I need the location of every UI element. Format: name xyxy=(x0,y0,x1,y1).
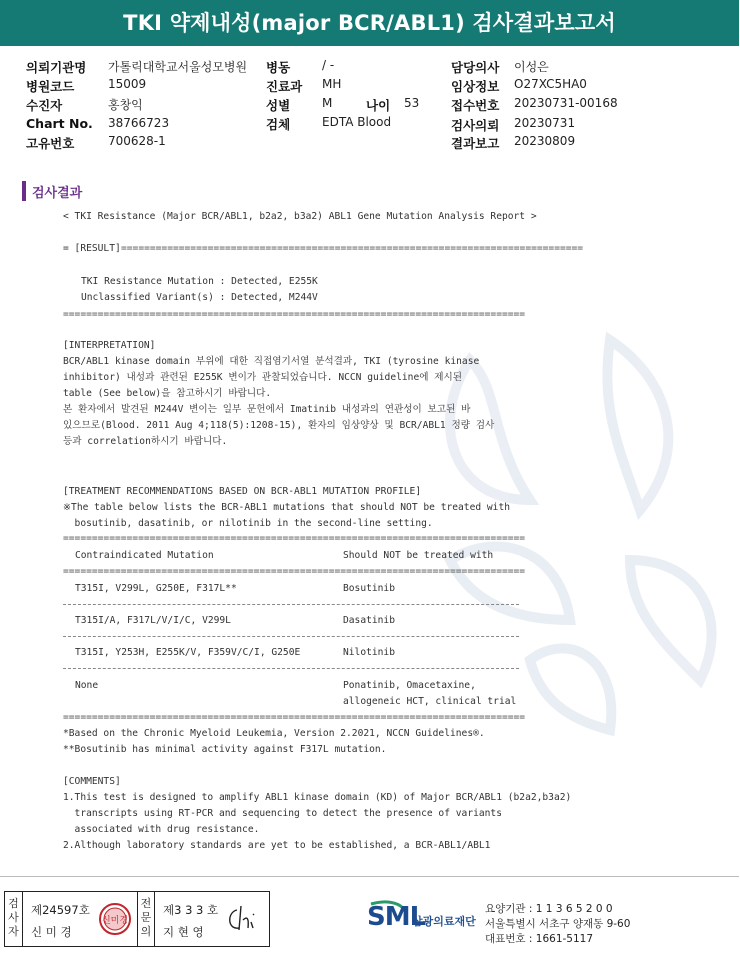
footnote: *Based on the Chronic Myeloid Leukemia, Version 2.2021, NCCN Guidelines®. xyxy=(63,728,485,739)
org-phone: 대표번호 : 1661-5117 xyxy=(485,933,594,945)
specialist-no: 제3 3 3 호 xyxy=(163,903,219,917)
receipt-no-label: 접수번호 xyxy=(451,98,500,113)
footer-divider xyxy=(0,876,739,877)
comments-label: [COMMENTS] xyxy=(63,776,121,787)
seal-stamp xyxy=(98,902,132,936)
rule-dashed xyxy=(63,604,519,605)
rule-double: ================================================================================ xyxy=(63,712,526,723)
signature-mark xyxy=(223,902,263,936)
ward-value: / - xyxy=(322,58,335,72)
rule-double: ================================================================================ xyxy=(63,533,526,544)
table-header-drug: Should NOT be treated with xyxy=(343,550,494,561)
interpretation-label: [INTERPRETATION] xyxy=(63,340,156,351)
institution-label: 의뢰기관명 xyxy=(26,60,87,75)
rule-double: ================================================================================ xyxy=(121,243,584,254)
table-row-drug: Dasatinib xyxy=(343,615,395,626)
interpretation-line: 본 환자에서 발견된 M244V 변이는 일부 문헌에서 Imatinib 내성과의 연관성이 보고된 바 xyxy=(63,404,471,415)
interpretation-line: 등과 correlation하시기 바랍니다. xyxy=(63,436,228,447)
rule-dashed xyxy=(63,636,519,637)
result-label: = [RESULT] xyxy=(63,243,127,254)
clinical-info-label: 임상정보 xyxy=(451,79,500,94)
ward-label: 병동 xyxy=(266,60,291,75)
specialist-label xyxy=(137,892,155,946)
seal-text: 신미경 xyxy=(101,916,129,926)
tester-label xyxy=(5,892,23,946)
specimen-value: EDTA Blood xyxy=(322,115,392,129)
section-title: 검사결과 xyxy=(32,186,83,201)
org-code: 요양기관 : 1 1 3 6 5 2 0 0 xyxy=(485,903,613,915)
footnote: **Bosutinib has minimal activity against F317L mutation. xyxy=(63,744,387,755)
table-row-drug: Nilotinib xyxy=(343,647,395,658)
request-date-label: 검사의뢰 xyxy=(451,118,500,133)
hospital-code-value: 15009 xyxy=(108,77,147,91)
table-row-mutation: T315I/A, F317L/V/I/C, V299L xyxy=(75,615,231,626)
table-row-drug: Bosutinib xyxy=(343,583,395,594)
table-row-mutation: T315I, Y253H, E255K/V, F359V/C/I, G250E xyxy=(75,647,301,658)
patient-info xyxy=(0,52,739,152)
tester-no: 제24597호 xyxy=(31,903,90,917)
rule-dashed xyxy=(63,668,519,669)
interpretation-line: BCR/ABL1 kinase domain 부위에 대한 직접염기서열 분석결과, TKI (tyrosine kinase xyxy=(63,356,480,367)
department-label: 진료과 xyxy=(266,79,303,94)
treatment-note: bosutinib, dasatinib, or nilotinib in the second-line setting. xyxy=(63,518,433,529)
institution-value: 가톨릭대학교서울성모병원 xyxy=(108,60,248,74)
department-value: MH xyxy=(322,77,342,91)
result-line-2: Unclassified Variant(s) : Detected, M244V xyxy=(81,292,318,303)
unique-no-value: 700628-1 xyxy=(108,134,166,148)
result-line-1: TKI Resistance Mutation : Detected, E255K xyxy=(81,276,318,287)
sex-value: M xyxy=(322,96,333,110)
hospital-code-label: 병원코드 xyxy=(26,79,75,94)
logo-text: SML xyxy=(367,902,426,932)
chart-no-label: Chart No. xyxy=(26,116,93,131)
doctor-label: 담당의사 xyxy=(451,60,500,75)
table-row-drug: allogeneic HCT, clinical trial xyxy=(343,696,517,707)
specialist-label-text: 전문의 xyxy=(140,897,152,938)
comment-line: 2.Although laboratory standards are yet to be established, a BCR-ABL1/ABL1 xyxy=(63,840,491,851)
comment-line: 1.This test is designed to amplify ABL1 kinase domain (KD) of Major BCR/ABL1 (b2a2,b3a2) xyxy=(63,792,572,803)
request-date-value: 20230731 xyxy=(514,116,576,130)
doctor-value: 이성은 xyxy=(514,60,549,74)
report-date-label: 결과보고 xyxy=(451,136,500,151)
report-title: TKI 약제내성(major BCR/ABL1) 검사결과보고서 xyxy=(0,0,739,46)
patient-label: 수진자 xyxy=(26,98,63,113)
age-label: 나이 xyxy=(366,98,391,113)
tester-name: 신 미 경 xyxy=(31,925,72,939)
logo-name: 삼광의료재단 xyxy=(412,915,476,928)
tester-label-text: 검사자 xyxy=(8,897,19,938)
section-marker xyxy=(22,181,26,201)
report-date-value: 20230809 xyxy=(514,134,576,148)
table-row-drug: Ponatinib, Omacetaxine, xyxy=(343,680,476,691)
comment-line: transcripts using RT-PCR and sequencing to detect the presence of variants xyxy=(63,808,502,819)
report-heading: < TKI Resistance (Major BCR/ABL1, b2a2, b3a2) ABL1 Gene Mutation Analysis Report > xyxy=(63,211,537,222)
comment-line: associated with drug resistance. xyxy=(63,824,260,835)
age-value: 53 xyxy=(404,96,420,110)
org-address: 서울특별시 서초구 양재동 9-60 xyxy=(485,918,631,930)
interpretation-line: inhibitor) 내성과 관련된 E255K 변이가 관찰되었습니다. NCCN guideline에 제시된 xyxy=(63,372,463,383)
clinical-info-value: O27XC5HA0 xyxy=(514,77,587,91)
rule-double: ================================================================================ xyxy=(63,309,526,320)
unique-no-label: 고유번호 xyxy=(26,136,75,151)
sex-label: 성별 xyxy=(266,98,291,113)
patient-value: 홍창익 xyxy=(108,98,143,112)
table-row-mutation: T315I, V299L, G250E, F317L** xyxy=(75,583,237,594)
chart-no-value: 38766723 xyxy=(108,116,170,130)
rule-double: ================================================================================ xyxy=(63,566,526,577)
table-row-mutation: None xyxy=(75,680,99,691)
specimen-label: 검체 xyxy=(266,117,291,132)
treatment-label: [TREATMENT RECOMMENDATIONS BASED ON BCR-ABL1 MUTATION PROFILE] xyxy=(63,486,422,497)
interpretation-line: table (See below)을 참고하시기 바랍니다. xyxy=(63,388,272,399)
treatment-note: ※The table below lists the BCR-ABL1 mutations that should NOT be treated with xyxy=(63,502,511,513)
table-header-mutation: Contraindicated Mutation xyxy=(75,550,214,561)
specialist-name: 지 현 영 xyxy=(163,925,204,939)
signature-box xyxy=(4,891,270,947)
interpretation-line: 있으므로(Blood. 2011 Aug 4;118(5):1208-15), 환자의 임상양상 및 BCR/ABL1 정량 검사 xyxy=(63,420,495,431)
receipt-no-value: 20230731-00168 xyxy=(514,96,618,110)
